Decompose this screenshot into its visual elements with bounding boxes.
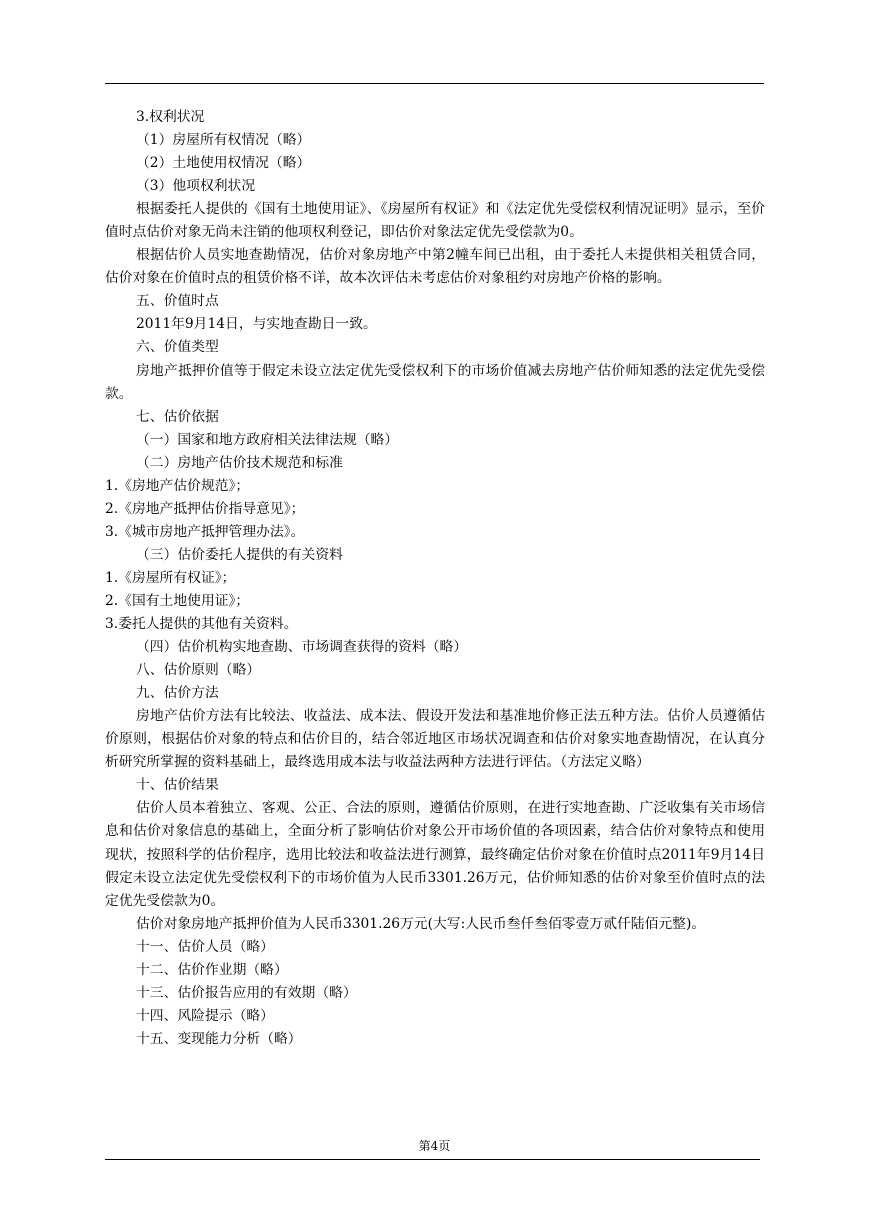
section-heading: 六、价值类型 — [136, 339, 219, 356]
list-item: 3.《城市房地产抵押管理办法》。 — [105, 523, 305, 540]
section-heading: 十一、估价人员（略） — [136, 938, 274, 955]
section-heading: 十四、风险提示（略） — [136, 1007, 274, 1024]
section-heading: 十二、估价作业期（略） — [136, 961, 288, 978]
paragraph: 房地产估价方法有比较法、收益法、成本法、假设开发法和基准地价修正法五种方法。估价人员遵循估价原则，根据估价对象的特点和估价目的，结合邻近地区市场状况调查和估价对象实地查勘情况，在认真分析研究所掌握的资料基础上，最终选用成本法与收益法两种方法进行评估。（方法定义略） — [105, 708, 765, 771]
paragraph: （2）土地使用权情况（略） — [136, 155, 311, 172]
paragraph: 估价人员本着独立、客观、公正、合法的原则，遵循估价原则，在进行实地查勘、广泛收集有关市场信息和估价对象信息的基础上，全面分析了影响估价对象公开市场价值的各项因素，结合估价对象特点和使用现状，按照科学的估价程序，选用比较法和收益法进行测算，最终确定估价对象在价值时点2011年9月14日假定未设立法定优先受偿权利下的市场价值为人民币3301.26万元，估价师知悉的估价对象至价值时点的法定优先受偿款为0。 — [105, 800, 765, 909]
section-heading: 八、估价原则（略） — [136, 662, 261, 679]
section-heading: 十、估价结果 — [136, 777, 219, 794]
paragraph: 根据委托人提供的《国有土地使用证》、《房屋所有权证》和《法定优先受偿权利情况证明》显示，至价值时点估价对象无尚未注销的他项权利登记，即估价对象法定优先受偿款为0。 — [105, 201, 765, 241]
paragraph: 2011年9月14日，与实地查勘日一致。 — [136, 316, 377, 333]
section-heading: 七、估价依据 — [136, 408, 219, 425]
paragraph: （三）估价委托人提供的有关资料 — [136, 546, 343, 563]
paragraph: 房地产抵押价值等于假定未设立法定优先受偿权利下的市场价值减去房地产估价师知悉的法定优先受偿款。 — [105, 362, 765, 402]
section-heading: 十三、估价报告应用的有效期（略） — [136, 984, 357, 1001]
document-body — [105, 106, 765, 1051]
paragraph: （1）房屋所有权情况（略） — [136, 132, 311, 149]
paragraph: （四）估价机构实地查勘、市场调查获得的资料（略） — [136, 639, 468, 656]
list-item: 1.《房地产估价规范》； — [105, 477, 250, 494]
list-item: 2.《房地产抵押估价指导意见》； — [105, 500, 305, 517]
list-item: 1.《房屋所有权证》； — [105, 569, 236, 586]
paragraph: 3.权利状况 — [136, 109, 205, 125]
section-heading: 九、估价方法 — [136, 685, 219, 702]
list-item: 3.委托人提供的其他有关资料。 — [105, 616, 298, 633]
footer-rule — [105, 1159, 760, 1160]
page-number: 第4页 — [418, 1139, 451, 1153]
paragraph: （一）国家和地方政府相关法律法规（略） — [136, 431, 399, 448]
section-heading: 十五、变现能力分析（略） — [136, 1030, 302, 1047]
list-item: 2.《国有土地使用证》； — [105, 592, 250, 609]
header-rule — [105, 83, 764, 84]
paragraph: （二）房地产估价技术规范和标准 — [136, 454, 343, 471]
paragraph: （3）他项权利状况 — [136, 178, 256, 195]
paragraph: 估价对象房地产抵押价值为人民币3301.26万元(大写:人民币叁仟叁佰零壹万贰仟陆佰元整)。 — [136, 915, 706, 932]
section-heading: 五、价值时点 — [136, 293, 219, 310]
paragraph: 根据估价人员实地查勘情况，估价对象房地产中第2幢车间已出租，由于委托人未提供相关租赁合同，估价对象在价值时点的租赁价格不详，故本次评估未考虑估价对象租约对房地产价格的影响。 — [105, 247, 765, 287]
